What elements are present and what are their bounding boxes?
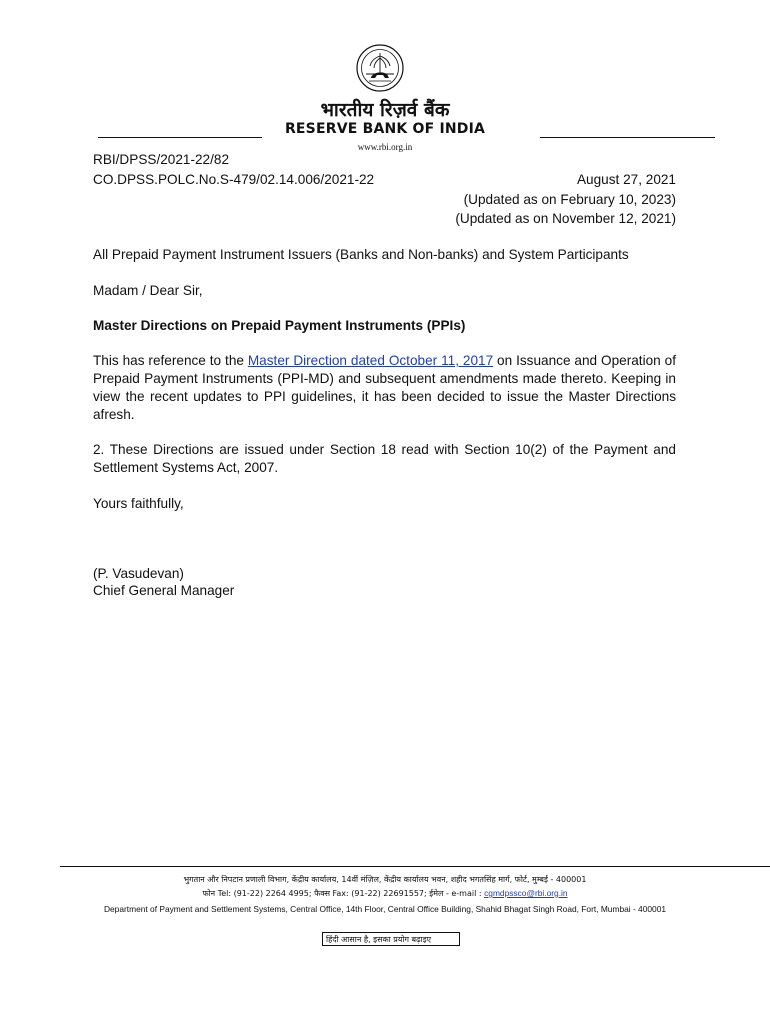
signatory-name: (P. Vasudevan) — [93, 566, 184, 581]
footer-rule — [60, 866, 770, 867]
update-note-1: (Updated as on February 10, 2023) — [463, 192, 676, 207]
header-rule-right — [540, 137, 715, 138]
website-address: www.rbi.org.in — [357, 142, 413, 152]
footer-email-link[interactable]: cgmdpssco@rbi.org.in — [484, 888, 568, 898]
signatory-title: Chief General Manager — [93, 583, 235, 598]
footer-contact-text: फोन Tel: (91-22) 2264 4995; फैक्स Fax: (91-22) 22691557; ईमेल - e-mail : — [202, 889, 485, 898]
addressee: All Prepaid Payment Instrument Issuers (Banks and Non-banks) and System Participants — [93, 247, 629, 262]
letter-date: August 27, 2021 — [576, 172, 676, 187]
subject-line: Master Directions on Prepaid Payment Instruments (PPIs) — [93, 318, 466, 333]
paragraph-1-start: This has reference to the — [93, 353, 248, 368]
footer-contact-line — [0, 888, 770, 899]
reference-number-1: RBI/DPSS/2021-22/82 — [93, 152, 230, 167]
update-note-2: (Updated as on November 12, 2021) — [455, 211, 676, 226]
master-direction-link[interactable]: Master Direction dated October 11, 2017 — [247, 353, 494, 368]
salutation: Madam / Dear Sir, — [93, 283, 203, 298]
bank-name-english: RESERVE BANK OF INDIA — [284, 121, 486, 137]
paragraph-2: 2. These Directions are issued under Section 18 read with Section 10(2) of the Payment and Settlement Systems Act, 2007. — [93, 442, 676, 475]
footer-address-english: Department of Payment and Settlement Systems, Central Office, 14th Floor, Central Office Building, Shahid Bhagat Singh Road, Fort, Mumbai - 400001 — [103, 904, 667, 914]
closing: Yours faithfully, — [93, 496, 184, 511]
header-rule-left — [98, 137, 262, 138]
rbi-seal-logo — [356, 44, 404, 92]
reference-number-2: CO.DPSS.POLC.No.S-479/02.14.006/2021-22 — [93, 172, 375, 187]
paragraph-1-end: on Issuance and Operation of Prepaid Payment Instruments (PPI-MD) and subsequent amendments made thereto. Keeping in view the recent updates to PPI guidelines, it has been decided to issue the Master Directions afresh. — [93, 353, 676, 422]
paragraph-1 — [93, 352, 676, 424]
footer-address-hindi: भुगतान और निपटान प्रणाली विभाग, केंद्रीय कार्यालय, 14वीं मंज़िल, केंद्रीय कार्यालय भवन, शहीद भगतसिंह मार्ग, फोर्ट, मुम्बई - 400001 — [183, 875, 587, 884]
hindi-slogan-box: हिंदी आसान है, इसका प्रयोग बढ़ाइए — [322, 932, 460, 946]
bank-name-hindi: भारतीय रिज़र्व बैंक — [320, 99, 450, 121]
